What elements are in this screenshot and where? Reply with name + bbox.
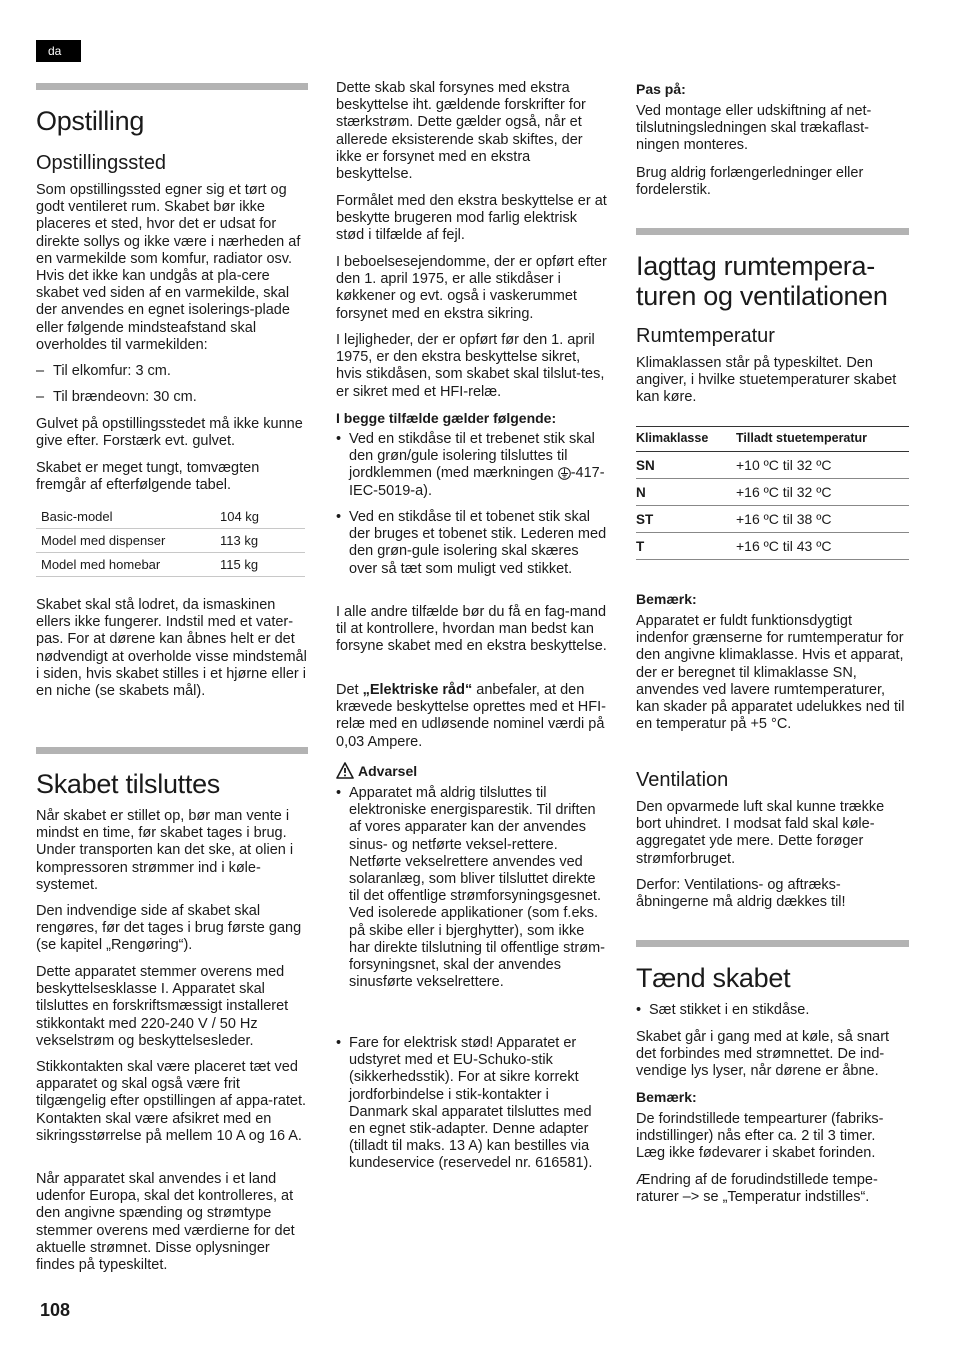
label-bemaerk: Bemærk:: [636, 1089, 697, 1105]
warning-label: [336, 762, 417, 780]
column-header-temp: Tilladt stuetemperatur: [736, 427, 909, 452]
model-name: Model med homebar: [36, 553, 215, 577]
climate-temp: +16 ºC til 32 ºC: [736, 479, 909, 506]
dash-item: – Til elkomfur: 3 cm.: [36, 363, 171, 380]
bullet-text-code: -417-IEC-5019-a).: [349, 465, 605, 499]
section-rule: [36, 747, 308, 754]
weight-table: [36, 505, 305, 577]
paragraph: Skabet skal stå lodret, da ismaskinen ellers ikke fungerer. Indstil med et vater-pas. For at dørene kan åbnes helt er det nødvendigt at overholde visse mindstemål i siden, hvis skabet stilles i et hjørne eller i en niche (se skabets mål).: [36, 597, 307, 700]
model-weight: 104 kg: [215, 505, 305, 529]
paragraph: Når apparatet skal anvendes i et land udenfor Europa, skal det kontrolleres, at den angivne spænding og strømtype stemmer overens med værdierne for det aktuelle strømnet. Disse oplysninger findes på typeskiltet.: [36, 1171, 295, 1274]
bullet-item: • Apparatet må aldrig tilsluttes til elektroniske energisparestik. Til driften af vores apparater kan der anvendes sinus- og netførte veksel-rettere. Netførte vekselrettere anvendes ved solaranlæg, som bliver tilsluttet direkte til det offentlige strømforsyningsgesnet. Ved isolerede applikationer (som f.eks. på skibe eller i bjerghytter), som ikke har direkte tilslutning til offentlige strøm-forsyningsnet, skal der anvendes sinusførte vekselrettere.: [336, 785, 608, 991]
language-tag: da: [36, 40, 81, 62]
ground-symbol-icon: [558, 467, 571, 480]
column-header-klasse: Klimaklasse: [636, 427, 736, 452]
table-row: [636, 533, 909, 560]
paragraph: Skabet går i gang med at køle, så snart det forbindes med strømnettet. De ind-vendige lys lyser, når dørene er åbne.: [636, 1029, 890, 1080]
paragraph: Den indvendige side af skabet skal rengøres, før det tages i brug første gang (se kapitel „Rengøring“).: [36, 903, 302, 954]
table-row: [636, 479, 909, 506]
paragraph: Gulvet på opstillingsstedet må ikke kunne give efter. Forstærk evt. gulvet.: [36, 416, 303, 450]
model-weight: 113 kg: [215, 529, 305, 553]
text-span: anbefaler, at den krævede beskyttelse oprettes med et HFI-relæ med en udløsende nominel værdi på 0,03 Ampere.: [336, 682, 606, 750]
bullet-item: [336, 431, 608, 500]
paragraph: Derfor: Ventilations- og aftræks-åbningerne må aldrig dækkes til!: [636, 877, 846, 911]
bullet-item: • Sæt stikket i en stikdåse.: [636, 1002, 904, 1019]
climate-class: T: [636, 533, 736, 560]
heading-taend-skabet: Tænd skabet: [636, 963, 791, 993]
model-name: Basic-model: [36, 505, 215, 529]
bullet-text: Ved en stikdåse til et trebenet stik skal den grøn/gule isolering tilsluttes til jordklemmen (med mærkningen: [349, 431, 595, 482]
paragraph: [336, 682, 608, 751]
paragraph: Den opvarmede luft skal kunne trække bort uhindret. I modsat fald skal køle-aggregatet yde mere. Dette forøger strømforbruget.: [636, 799, 885, 867]
climate-temp: +16 ºC til 43 ºC: [736, 533, 909, 560]
warning-label-text: Advarsel: [358, 763, 418, 779]
paragraph: Klimaklassen står på typeskiltet. Den angiver, i hvilke stuetemperaturer skabet kan køre.: [636, 355, 897, 406]
bullet-item: • Fare for elektrisk stød! Apparatet er udstyret med et EU-Schuko-stik (sikkerhedsstik). For at sikre korrekt jordforbindelse i stik-kontakter i Danmark skal apparatet tilsluttes med en egnet stik-adapter. Denne adapter (tilladt til maks. 13 A) kan bestilles via kundeservice (reservedel nr. 616581).: [336, 1035, 608, 1173]
climate-class-table: [636, 426, 909, 560]
table-row: [36, 505, 305, 529]
heading-opstillingssted: Opstillingssted: [36, 152, 167, 174]
page-number: 108: [40, 1300, 71, 1320]
paragraph: I lejligheder, der er opført før den 1. april 1975, er den ekstra beskyttelse sikret, hvis stikdåsen, som skabet skal tilslut-tes, er sikret med et HFI-relæ.: [336, 332, 605, 400]
bullet-item: • Ved en stikdåse til et tobenet stik skal der bruges et tobenet stik. Lederen med den grøn-gule isolering skal skæres over så tæt som muligt ved stikket.: [336, 509, 608, 578]
climate-class: SN: [636, 452, 736, 479]
label-bemaerk: Bemærk:: [636, 591, 697, 607]
heading-ventilation: Ventilation: [636, 769, 729, 791]
table-row: [636, 506, 909, 533]
heading-skabet-tilsluttes: Skabet tilsluttes: [36, 769, 220, 799]
table-row: [636, 452, 909, 479]
model-weight: 115 kg: [215, 553, 305, 577]
label-pas-paa: Pas på:: [636, 81, 686, 97]
paragraph: Ændring af de forudindstillede tempe-raturer –> se „Temperatur indstilles“.: [636, 1172, 878, 1206]
paragraph: Apparatet er fuldt funktionsdygtigt indenfor grænserne for rumtemperatur for den angivne klimaklasse. Hvis et apparat, der er beregnet til klimaklasse SN, anvendes ved lavere rumtemperaturer, kan skader på apparatet udelukkes ned til en temperatur på +5 °C.: [636, 613, 905, 733]
text-span: Det: [336, 682, 359, 698]
heading-opstilling: Opstilling: [36, 106, 145, 136]
dash-item: – Til brændeovn: 30 cm.: [36, 389, 197, 406]
heading-iagttag: Iagttag rumtempera-turen og ventilationen: [636, 251, 888, 311]
table-header-row: [636, 427, 909, 452]
paragraph: Skabet er meget tungt, tomvægten fremgår af efterfølgende tabel.: [36, 460, 260, 494]
paragraph: Ved montage eller udskiftning af net-tilslutningsledningen skal trækaflast-ningen monteres.: [636, 103, 872, 154]
paragraph: Som opstillingssted egner sig et tørt og godt ventileret rum. Skabet bør ikke placeres et sted, hvor det er udsat for direkte sollys og ikke være i nærheden af en varmekilde som komfur, radiator osv. Hvis det ikke kan undgås at pla-cere skabet ved siden af en varmekilde, skal der anvendes en egnet isolerings-plade eller følgende mindsteafstand skal overholdes til varmekilden:: [36, 182, 301, 353]
climate-temp: +16 ºC til 38 ºC: [736, 506, 909, 533]
model-name: Model med dispenser: [36, 529, 215, 553]
climate-class: N: [636, 479, 736, 506]
paragraph: De forindstillede tempearturer (fabriks-indstillinger) nås efter ca. 2 til 3 timer. Læg ikke fødevarer i skabet forinden.: [636, 1111, 884, 1162]
climate-temp: +10 ºC til 32 ºC: [736, 452, 909, 479]
paragraph: Stikkontakten skal være placeret tæt ved apparatet og skal også være frit tilgængelig efter opstillingen af appa-ratet. Kontakten skal være afsikret med en sikringsstørrelse på mellem 10 A og 16 A.: [36, 1059, 307, 1144]
paragraph: I beboelsesejendomme, der er opført efter den 1. april 1975, er alle stikdåser i køkkener og evt. også i vaskerummet forsynet med en ekstra sikring.: [336, 254, 607, 322]
bold-quote: „Elektriske råd“: [362, 682, 473, 698]
heading-rumtemperatur: Rumtemperatur: [636, 325, 775, 347]
paragraph: Brug aldrig forlængerledninger eller fordelerstik.: [636, 165, 864, 199]
paragraph: Dette apparatet stemmer overens med beskyttelsesklasse I. Apparatet skal tilsluttes en forskriftsmæssigt installeret stikkontakt med 220-240 V / 50 Hz vekselstrøm og beskyttelsesleder.: [36, 964, 289, 1049]
section-rule: [636, 228, 909, 235]
table-row: [36, 553, 305, 577]
label-begge: I begge tilfælde gælder følgende:: [336, 410, 557, 426]
climate-class: ST: [636, 506, 736, 533]
paragraph: Formålet med den ekstra beskyttelse er at beskytte brugeren mod farlig elektrisk stød i tilfælde af fejl.: [336, 193, 607, 244]
paragraph: Når skabet er stillet op, bør man vente i mindst en time, før skabet tages i brug. Under transporten kan det ske, at olien i kompressoren strømmer ind i køle-systemet.: [36, 808, 294, 893]
table-row: [36, 529, 305, 553]
warning-triangle-icon: [336, 762, 354, 779]
section-rule: [36, 83, 308, 90]
section-rule: [636, 940, 909, 947]
paragraph: Dette skab skal forsynes med ekstra beskyttelse iht. gældende forskrifter for stærkstrøm. Dette gælder også, når et allerede eksisterende skab skiftes, der ikke er forsynet med en ekstra beskyttelse.: [336, 80, 586, 183]
paragraph: I alle andre tilfælde bør du få en fag-mand til at kontrollere, hvordan man bedst kan forsyne skabet med en ekstra beskyttelse.: [336, 604, 607, 655]
